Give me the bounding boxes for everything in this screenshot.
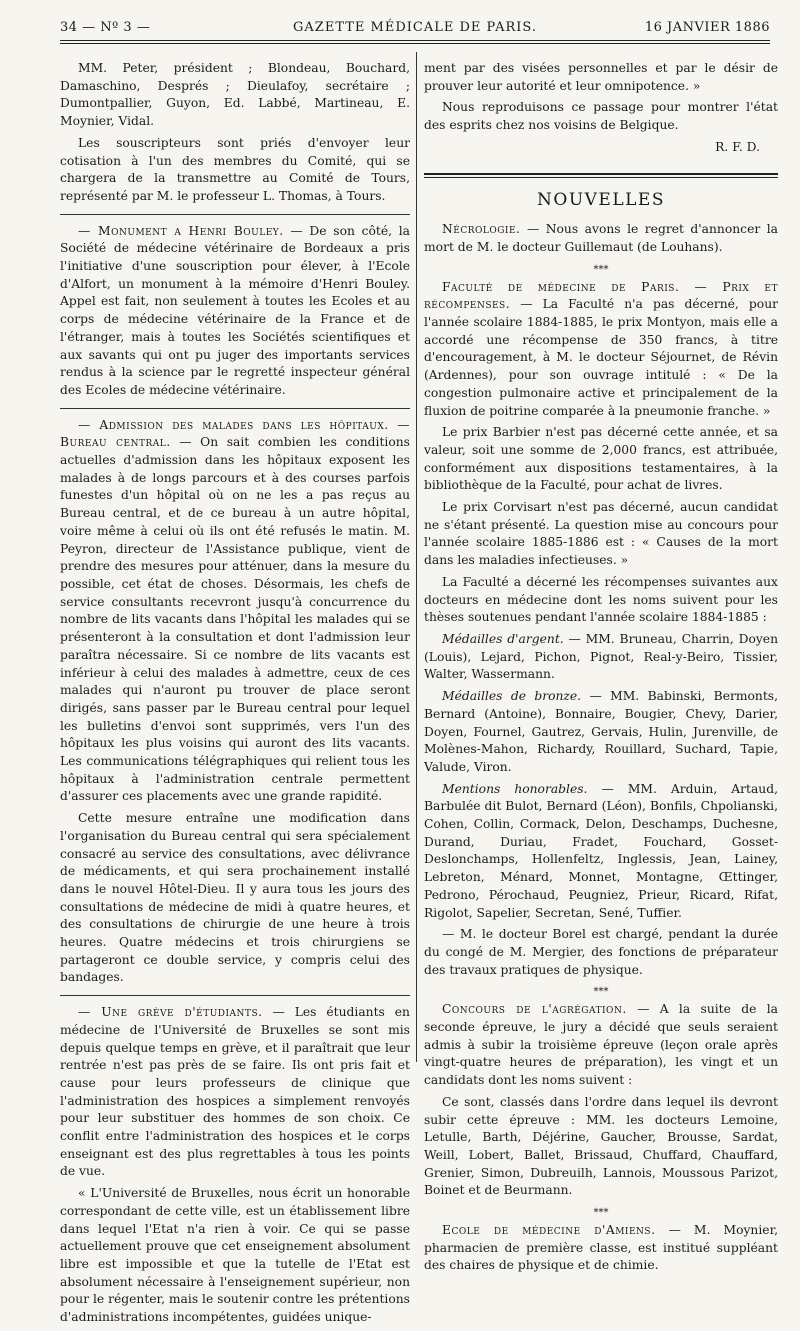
subscription-note: Les souscripteurs sont priés d'envoyer leur cotisation à l'un des membres du Comité, qui se chargera de la transmettre au Comité de Tours, représenté par M. le professeur L. Thomas, à Tours. (60, 135, 410, 203)
journal-title: GAZETTE MÉDICALE DE PARIS. (293, 20, 537, 35)
mentions-honorables-text: — MM. Arduin, Artaud, Barbulée dit Bulot, Bernard (Léon), Bonfils, Chpolianski, Cohen, Collin, Cormack, Delon, Deschamps, Duchesne, Durand, Duriau, Fradet, Fouchard, Gosset-Deslonchamps, Hollenfeltz, Inglessis, Jean, Lainey, Lebreton, Ménard, Monnet, Montagne, Œttinger, Pedrono, Pérochaud, Peugniez, Prieur, Ricard, Rifat, Rigolot, Sapelier, Secretan, Sené, Tuffier. (424, 781, 778, 920)
article-necrologie-text: — Nous avons le regret d'annoncer la mort de M. le docteur Guillemaut (de Louhans). (424, 222, 778, 254)
article-agregation (424, 1001, 778, 1090)
section-rule (60, 214, 410, 215)
article-faculte (424, 279, 778, 421)
mentions-honorables-title: Mentions honorables. (442, 781, 588, 796)
section-double-rule (424, 173, 778, 178)
article-greve-text: — Les étudiants en médecine de l'Université de Bruxelles se sont mis depuis quelque temps en grève, et il paraîtrait que leur rentrée n'est pas près de se faire. Ils ont pris fait et cause pour leurs professeurs de clinique que l'administration des hospices a simplement renvoyés pour leur substituer des hommes de son choix. Ce conflit entre l'administration des hospices et le corps enseignant est des plus regrettables à tous les points de vue. (60, 1005, 410, 1179)
article-amiens-title: Ecole de médecine d'Amiens. (442, 1223, 656, 1238)
article-faculte-text: — La Faculté n'a pas décerné, pour l'année scolaire 1884-1885, le prix Montyon, mais elle a accordé une récompense de 350 francs, à titre d'encouragement, à M. le docteur Séjournet, de Révin (Ardennes), pour son ouvrage intitulé : « De la congestion pulmonaire active et principalement de la fluxion de poitrine comparée à la pneumonie franche. » (424, 297, 778, 418)
article-necrologie-title: Nécrologie. (442, 222, 521, 237)
article-amiens (424, 1222, 778, 1275)
separator-stars: ⁎⁎⁎ (593, 260, 609, 272)
page-number: 34 — Nº 3 — (60, 20, 151, 35)
column-divider (416, 52, 417, 1062)
article-monument-text: — De son côté, la Société de médecine vétérinaire de Bordeaux a pris l'initiative d'une souscription pour élever, à l'Ecole d'Alfort, un monument à la mémoire d'Henri Bouley. Appel est fait, non seulement à toutes les Ecoles et au corps de médecine vétérinaire de la France et de l'étranger, mais à toutes les Sociétés scientifiques et aux savants qui ont pu juger des importants services rendus à la science par le regretté inspecteur général des Ecoles de médecine vétérinaire. (60, 223, 411, 397)
prix-corvisart: Le prix Corvisart n'est pas décerné, aucun candidat ne s'étant présenté. La question mise au concours pour l'année scolaire 1885-1886 est : « Causes de la mort dans les maladies infectieuses. » (424, 500, 778, 568)
article-admission-cont: Cette mesure entraîne une modification dans l'organisation du Bureau central qui sera spécialement consacré au service des consultations, avec délivrance de médicaments, et qui sera prochainement installé dans le nouvel Hôtel-Dieu. Il y aura tous les jours des consultations de médecine de midi à quatre heures, et des consultations de chirurgie de une heure à trois heures. Quatre médecins et trois chirurgiens se partageront ce double service, y compris celui des bandages. (60, 811, 410, 985)
signature: R. F. D. (715, 139, 760, 154)
medailles-bronze-title: Médailles de bronze. (442, 689, 582, 704)
article-monument (60, 223, 410, 400)
prix-barbier: Le prix Barbier n'est pas décerné cette année, et sa valeur, soit une somme de 2,000 francs, est attribuée, conformément aux dispositions testamentaires, à la bibliothèque de la Faculté, pour achat de livres. (424, 425, 778, 493)
article-greve-title: — Une grève d'étudiants. (78, 1005, 263, 1020)
article-agregation-text: — A la suite de la seconde épreuve, le jury a décidé que seuls seraient admis à subir la troisième épreuve (leçon orale après vingt-quatre heures de préparation), les vingt et un candidats dont les noms suivent : (424, 1002, 778, 1088)
issue-date: 16 JANVIER 1886 (644, 20, 770, 35)
article-faculte-title: Faculté de médecine de Paris. — Prix et récompenses. (424, 279, 778, 312)
section-heading: NOUVELLES (537, 189, 665, 210)
article-greve-quote: « L'Université de Bruxelles, nous écrit un honorable correspondant de cette ville, est un établissement libre dans lequel l'Etat n'a rien à voir. Ce qui se passe actuellement prouve que cet enseignement absolument libre est impossible et que la tutelle de l'Etat est absolument nécessaire à l'enseignement supérieur, non pour le régenter, mais le soutenir contre les prétentions d'administrations incompétentes, guidées unique- (60, 1186, 410, 1325)
header-rule (60, 40, 770, 44)
agregation-candidates: Ce sont, classés dans l'ordre dans lequel ils devront subir cette épreuve : MM. les docteurs Lemoine, Letulle, Barth, Déjérine, Gaucher, Brousse, Sardat, Weill, Lobert, Ballet, Brissaud, Chuffard, Chauffard, Grenier, Simon, Dubreuilh, Lannois, Moussous Parizot, Boinet et de Beurmann. (424, 1094, 778, 1198)
quote-continuation: ment par des visées personnelles et par le désir de prouver leur autorité et leur omnipotence. » (424, 61, 778, 93)
medailles-argent-text: — MM. Bruneau, Charrin, Doyen (Louis), Lejard, Pichon, Pignot, Real-y-Beiro, Tissier, Walter, Wassermann. (424, 631, 778, 682)
article-greve (60, 1004, 410, 1181)
article-admission-text: — On sait combien les conditions actuelles d'admission dans les hôpitaux exposent les malades à de longs parcours et à des courses parfois funestes d'un hôpital où on ne les a pas reçus au Bureau central, et de ce bureau à un autre hôpital, voire même à celui où ils ont été refusés le matin. M. Peyron, directeur de l'Assistance publique, vient de prendre des mesures pour atténuer, dans la mesure du possible, cet état de choses. Désormais, les chefs de service consultants recevront jusqu'à concurrence du nombre de lits vacants dans l'hôpital les malades qui se présenteront à la consultation et dont l'admission leur paraîtra nécessaire. Si ce nombre de lits vacants est inférieur à celui des malades à admettre, ceux de ces malades qui n'auront pu trouver de place seront dirigés, sans passer par le Bureau central pour lequel les bulletins d'envoi sont supprimés, vers l'un des hôpitaux les plus voisins qui auront des lits vacants. Les communications télégraphiques qui relient tous les hôpitaux à l'administration centrale permettent d'assurer ces placements avec une grande rapidité. (60, 435, 410, 804)
medailles-argent-title: Médailles d'argent. (442, 631, 564, 646)
editor-note: Nous reproduisons ce passage pour montrer l'état des esprits chez nos voisins de Belgique. (424, 100, 778, 133)
section-rule (60, 995, 410, 996)
recompenses-intro: La Faculté a décerné les récompenses suivantes aux docteurs en médecine dont les noms suivent pour les thèses soutenues pendant l'année scolaire 1884-1885 : (424, 574, 778, 625)
article-amiens-text: — M. Moynier, pharmacien de première classe, est institué suppléant des chaires de physique et de chimie. (424, 1223, 778, 1273)
medailles-argent (424, 631, 778, 684)
medailles-bronze (424, 688, 778, 777)
committee-members: MM. Peter, président ; Blondeau, Bouchard, Damaschino, Després ; Dieulafoy, secrétaire ; Dumontpallier, Guyon, Ed. Labbé, Martineau, E. Moynier, Vidal. (60, 61, 410, 129)
medailles-bronze-text: — MM. Babinski, Bermonts, Bernard (Antoine), Bonnaire, Bougier, Chevy, Darier, Doyen, Fournel, Gautrez, Gervais, Hulin, Jurenville, de Molènes-Mahon, Richardy, Rouillard, Suchard, Tapie, Valude, Viron. (424, 689, 778, 774)
article-admission (60, 417, 410, 806)
borel-note: — M. le docteur Borel est chargé, pendant la durée du congé de M. Mergier, des fonctions de préparateur des travaux pratiques de physique. (424, 927, 778, 977)
section-rule (60, 408, 410, 409)
separator-stars: ⁎⁎⁎ (593, 983, 609, 995)
article-admission-title: — Admission des malades dans les hôpitaux. — Bureau central. (60, 417, 410, 450)
page-header (60, 16, 770, 38)
article-necrologie (424, 221, 778, 256)
left-column (60, 60, 410, 1331)
separator-stars: ⁎⁎⁎ (593, 1204, 609, 1216)
article-agregation-title: Concours de l'agrégation. (442, 1002, 627, 1017)
right-column (424, 60, 778, 1279)
mentions-honorables (424, 781, 778, 923)
article-monument-title: — Monument a Henri Bouley. (78, 223, 284, 238)
